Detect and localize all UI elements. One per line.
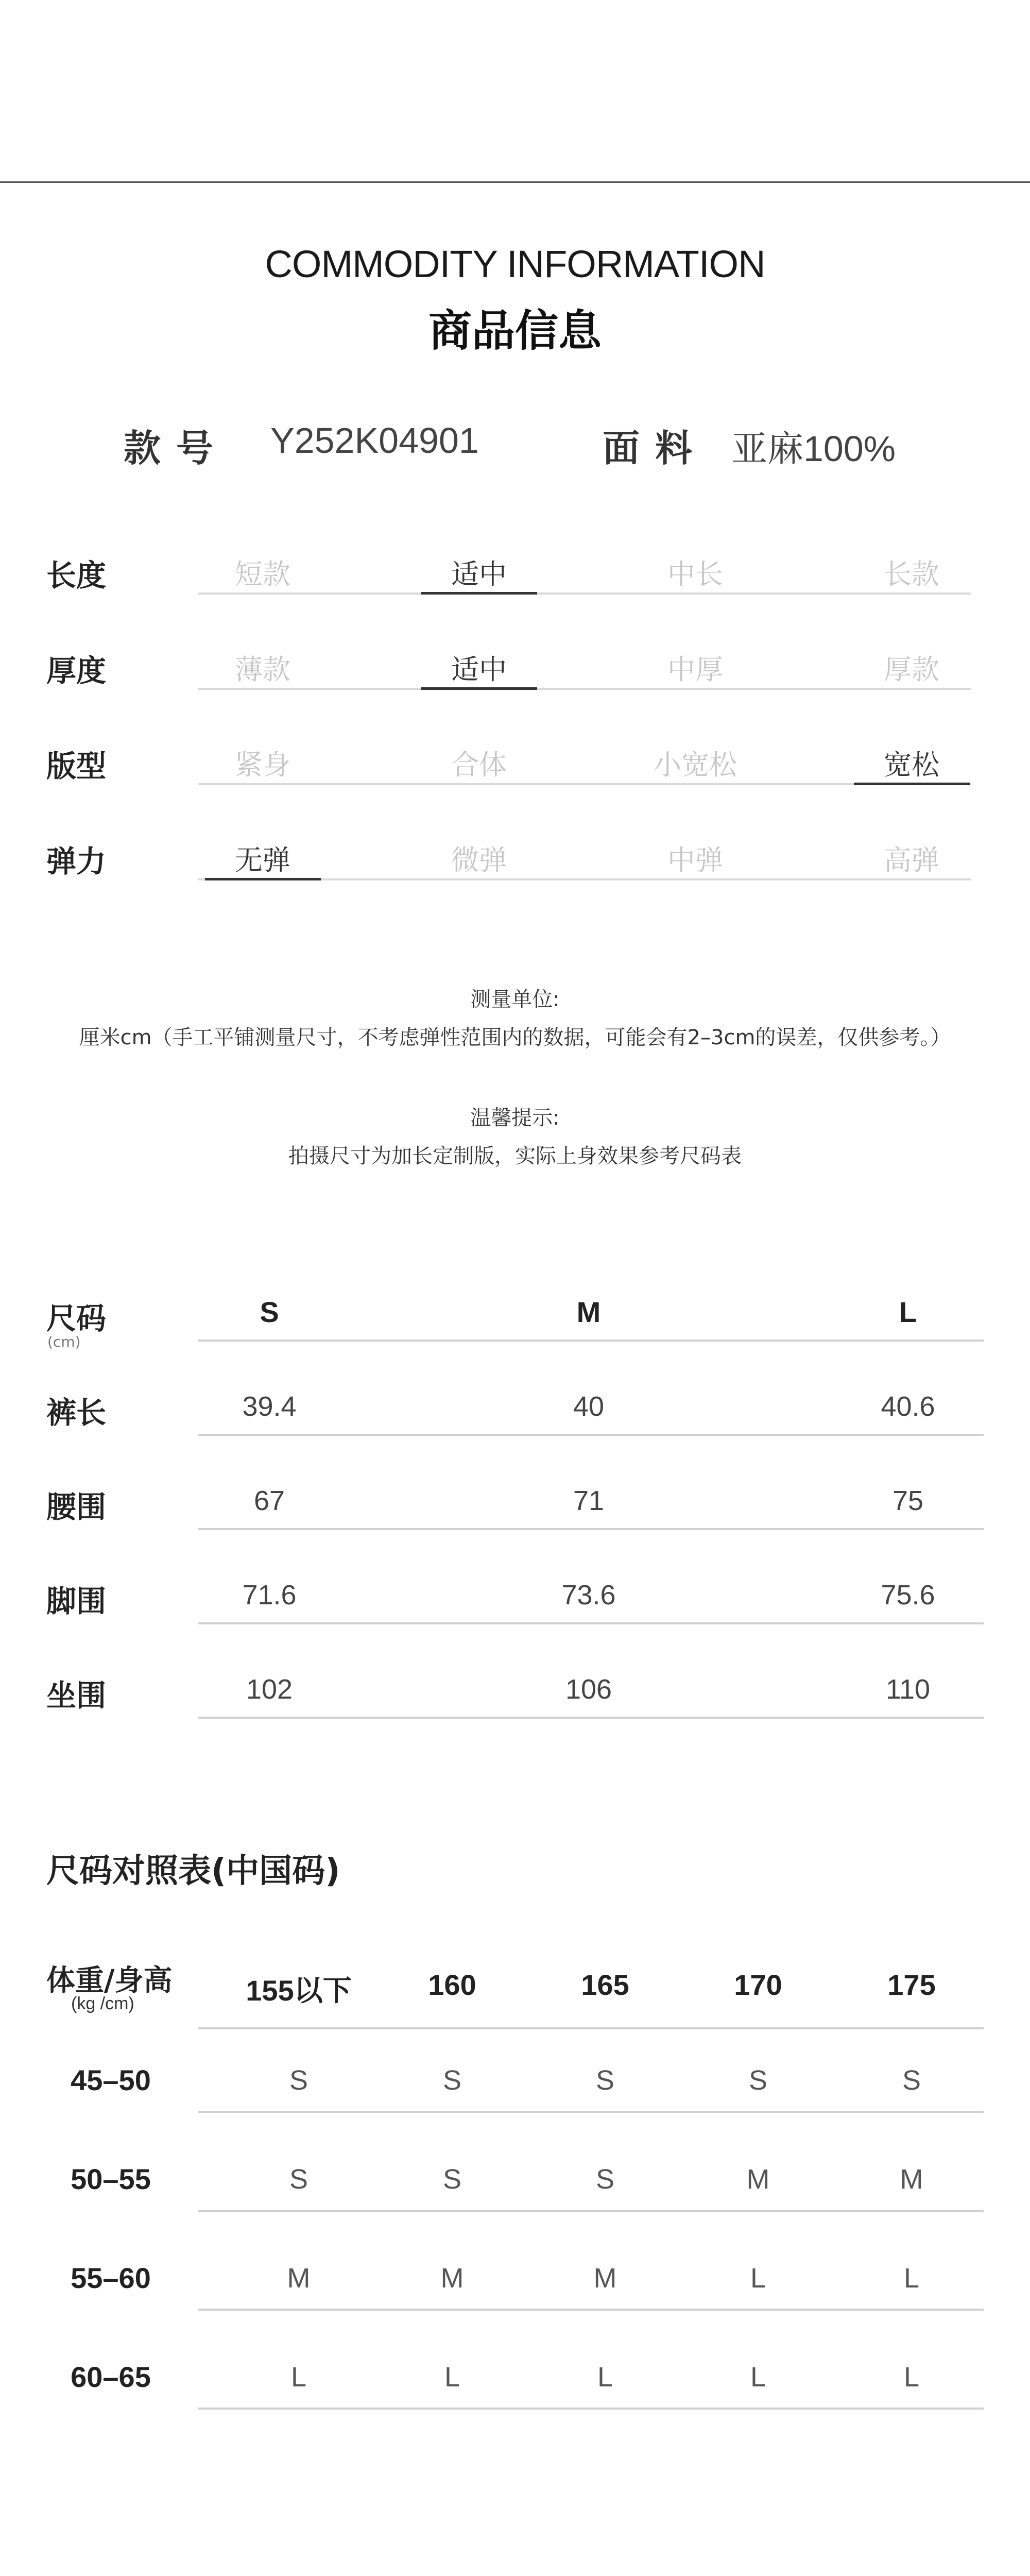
top-divider <box>0 181 1030 183</box>
size-column-header: L <box>899 1296 917 1328</box>
attribute-option: 小宽松 <box>654 749 737 781</box>
recommended-size: L <box>903 2263 920 2294</box>
attribute-option: 中厚 <box>667 653 723 686</box>
recommended-size: S <box>442 2065 462 2096</box>
style-number-value: Y252K04901 <box>270 420 479 461</box>
size-chart-title: 尺码对照表(中国码) <box>46 1852 340 1890</box>
weight-range-label: 60–65 <box>71 2361 151 2393</box>
selected-underline <box>421 687 537 690</box>
row-divider <box>198 2111 984 2113</box>
size-label: 尺码 <box>46 1301 107 1336</box>
attribute-label: 长度 <box>46 558 107 593</box>
row-divider <box>198 2408 984 2410</box>
attribute-label: 版型 <box>46 749 107 784</box>
recommended-size: S <box>748 2065 768 2096</box>
attribute-baseline <box>198 688 971 690</box>
attribute-option: 紧身 <box>235 749 290 781</box>
measurement-label: 坐围 <box>46 1678 107 1713</box>
size-column-header: M <box>576 1296 601 1328</box>
measurement-label: 腰围 <box>46 1489 107 1524</box>
height-column-header: 175 <box>887 1969 936 2001</box>
attribute-option: 中弹 <box>667 844 723 876</box>
row-divider <box>198 2210 984 2212</box>
attribute-label: 弹力 <box>46 844 107 879</box>
attribute-option-selected: 宽松 <box>884 749 939 781</box>
fabric-label: 面料 <box>603 427 708 470</box>
recommended-size: M <box>287 2263 311 2294</box>
attribute-option: 长款 <box>884 558 939 590</box>
weight-range-label: 55–60 <box>71 2262 151 2294</box>
attribute-baseline <box>198 592 971 595</box>
measurement-value: 67 <box>253 1485 285 1516</box>
recommended-size: S <box>902 2065 921 2096</box>
measurement-value: 75 <box>892 1485 924 1516</box>
size-column-header: S <box>260 1296 279 1328</box>
measurement-value: 110 <box>885 1674 931 1705</box>
weight-range-label: 50–55 <box>71 2163 151 2195</box>
size-chart-header-label: 体重/身高 <box>46 1964 173 1997</box>
recommended-size: M <box>593 2263 617 2294</box>
measurement-value: 71.6 <box>242 1580 297 1611</box>
attribute-option: 高弹 <box>884 844 939 876</box>
measurement-label: 脚围 <box>46 1584 107 1619</box>
recommended-size: M <box>900 2164 923 2195</box>
row-divider <box>198 1622 984 1624</box>
recommended-size: L <box>597 2362 613 2393</box>
attribute-option-selected: 无弹 <box>235 844 290 876</box>
title-english: COMMODITY INFORMATION <box>265 243 765 285</box>
selected-underline <box>421 592 537 595</box>
measurement-label: 裤长 <box>46 1395 107 1430</box>
unit-text: 厘米cm（手工平铺测量尺寸，不考虑弹性范围内的数据，可能会有2–3cm的误差，仅供参考。） <box>79 1026 951 1049</box>
measurement-value: 106 <box>565 1674 612 1705</box>
measurement-value: 71 <box>573 1485 605 1516</box>
attribute-option: 微弹 <box>451 844 507 876</box>
recommended-size: S <box>442 2164 462 2195</box>
unit-title: 测量单位: <box>470 988 560 1011</box>
title-chinese: 商品信息 <box>428 306 602 356</box>
recommended-size: L <box>290 2362 307 2393</box>
attribute-option: 短款 <box>235 558 290 590</box>
height-column-header: 170 <box>734 1969 782 2001</box>
recommended-size: S <box>289 2164 308 2195</box>
selected-underline <box>854 783 970 785</box>
height-column-header: 165 <box>581 1969 629 2001</box>
recommended-size: M <box>746 2164 770 2195</box>
recommended-size: L <box>903 2362 920 2393</box>
measurement-value: 73.6 <box>561 1580 616 1611</box>
row-divider <box>198 1717 984 1719</box>
size-unit: (cm) <box>47 1333 81 1350</box>
chart-header-divider <box>198 2027 984 2029</box>
tip-title: 温馨提示: <box>470 1106 560 1130</box>
measurement-value: 75.6 <box>881 1580 935 1611</box>
height-column-header: 160 <box>428 1969 476 2001</box>
tip-text: 拍摄尺寸为加长定制版，实际上身效果参考尺码表 <box>288 1144 742 1168</box>
size-chart-header-unit: (kg /cm) <box>71 1994 134 2013</box>
recommended-size: S <box>595 2164 615 2195</box>
style-number-label: 款号 <box>124 427 229 470</box>
attribute-option-selected: 适中 <box>451 653 507 686</box>
row-divider <box>198 1528 984 1530</box>
size-header-divider <box>198 1340 984 1342</box>
recommended-size: M <box>440 2263 464 2294</box>
fabric-value: 亚麻100% <box>731 429 896 469</box>
row-divider <box>198 2309 984 2311</box>
recommended-size: L <box>444 2362 460 2393</box>
measurement-value: 40 <box>573 1391 605 1422</box>
attribute-option: 合体 <box>451 749 507 781</box>
height-column-header: 155以下 <box>246 1974 352 2007</box>
row-divider <box>198 1434 984 1436</box>
measurement-value: 40.6 <box>881 1391 935 1422</box>
recommended-size: L <box>750 2263 766 2294</box>
attribute-option: 薄款 <box>235 653 290 686</box>
recommended-size: S <box>289 2065 308 2096</box>
measurement-value: 39.4 <box>242 1391 297 1422</box>
recommended-size: L <box>750 2362 766 2393</box>
measurement-value: 102 <box>246 1674 293 1705</box>
weight-range-label: 45–50 <box>71 2064 151 2096</box>
attribute-label: 厚度 <box>46 653 107 688</box>
attribute-option: 厚款 <box>884 653 939 686</box>
selected-underline <box>205 878 321 880</box>
attribute-option-selected: 适中 <box>451 558 507 590</box>
recommended-size: S <box>595 2065 615 2096</box>
attribute-option: 中长 <box>667 558 723 590</box>
